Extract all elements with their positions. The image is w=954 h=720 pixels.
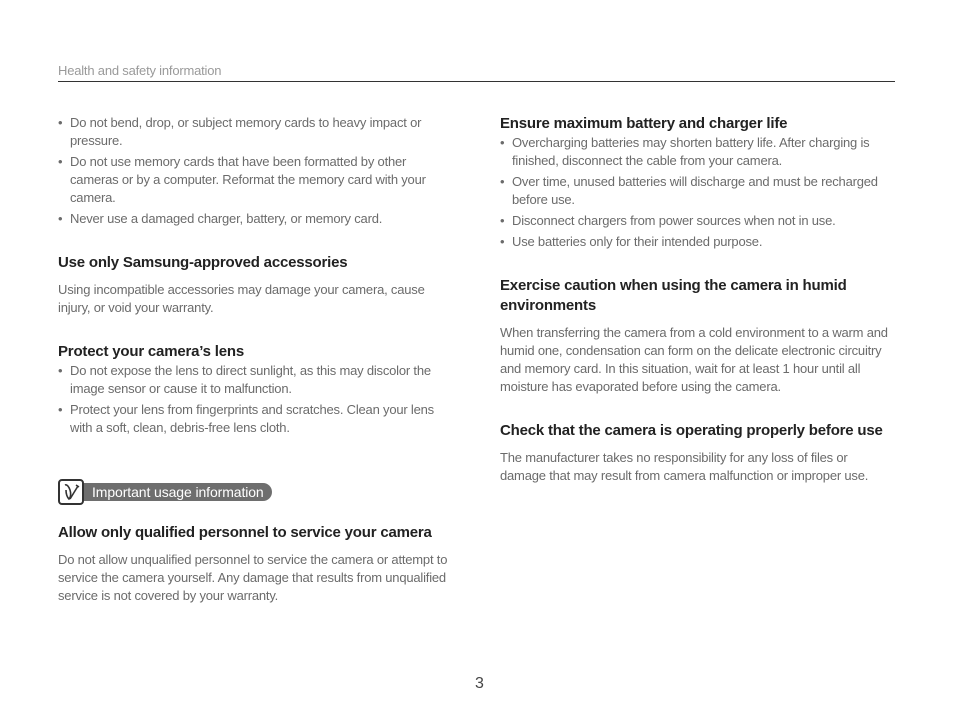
section-title-battery: Ensure maximum battery and charger life [500, 115, 788, 132]
page-header [58, 62, 895, 82]
list-item: • Never use a damaged charger, battery, or memory card. [58, 210, 448, 228]
note-pencil-icon [58, 479, 84, 505]
list-item: • Do not bend, drop, or subject memory cards to heavy impact or pressure. [58, 114, 448, 150]
right-column [500, 114, 900, 485]
section-title-humid: Exercise caution when using the camera in humid environments [500, 277, 847, 314]
left-column [58, 114, 448, 605]
section-text-service: Do not allow unqualified personnel to service the camera or attempt to service the camera yourself. Any damage that results from unqualified service is not covered by your warranty. [58, 552, 448, 603]
section-text-check: The manufacturer takes no responsibility for any loss of files or damage that may result from camera malfunction or improper use. [500, 450, 869, 483]
list-item: • Do not expose the lens to direct sunlight, as this may discolor the image sensor or cause it to malfunction. [58, 362, 448, 398]
badge-label: Important usage information [80, 483, 272, 501]
section-title-lens: Protect your camera’s lens [58, 343, 244, 360]
battery-bullets [500, 134, 900, 251]
list-item: • Use batteries only for their intended purpose. [500, 233, 900, 251]
header-title: Health and safety information [58, 63, 222, 78]
list-item: • Over time, unused batteries will discharge and must be recharged before use. [500, 173, 900, 209]
list-item: • Disconnect chargers from power sources when not in use. [500, 212, 900, 230]
section-title-accessories: Use only Samsung-approved accessories [58, 254, 348, 271]
list-item: • Do not use memory cards that have been formatted by other cameras or by a computer. Reformat the memory card with your camera. [58, 153, 448, 207]
lens-bullets [58, 362, 448, 437]
section-title-check: Check that the camera is operating properly before use [500, 422, 883, 439]
memory-card-bullets [58, 114, 448, 228]
list-item: • Overcharging batteries may shorten battery life. After charging is finished, disconnect the cable from your camera. [500, 134, 900, 170]
list-item: • Protect your lens from fingerprints and scratches. Clean your lens with a soft, clean, debris-free lens cloth. [58, 401, 448, 437]
section-text-humid: When transferring the camera from a cold environment to a warm and humid one, condensation can form on the delicate electronic circuitry and memory card. In this situation, wait for at least 1 hour until all moisture has evaporated before using the camera. [500, 325, 888, 394]
section-title-service: Allow only qualified personnel to service your camera [58, 524, 432, 541]
important-usage-badge [58, 477, 448, 507]
section-text-accessories: Using incompatible accessories may damage your camera, cause injury, or void your warranty. [58, 282, 425, 315]
page-number: 3 [475, 675, 484, 692]
